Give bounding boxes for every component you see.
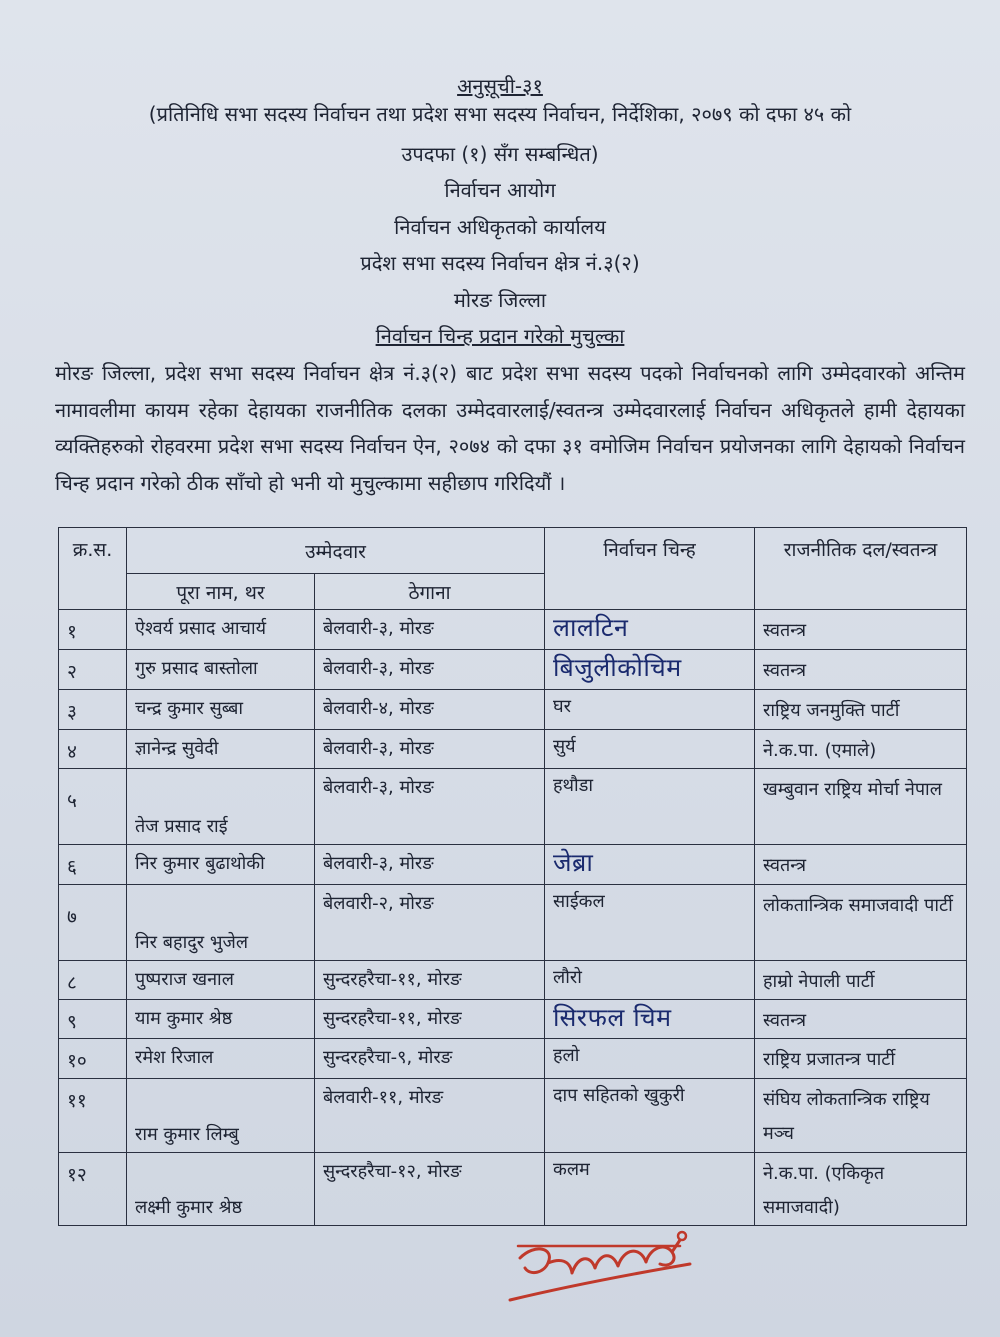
commission-name: निर्वाचन आयोग	[444, 178, 556, 202]
table-row	[59, 1039, 967, 1079]
row-party: राष्ट्रिय प्रजातन्त्र पार्टी	[755, 1039, 967, 1079]
row-party: ने.क.पा. (एमाले)	[755, 730, 967, 769]
row-name: गुरु प्रसाद बास्तोला	[127, 650, 315, 690]
row-sn: ८	[59, 961, 127, 1000]
table-row	[59, 769, 967, 845]
row-party: स्वतन्त्र	[755, 610, 967, 650]
row-name: ज्ञानेन्द्र सुवेदी	[127, 730, 315, 769]
district-name: मोरङ जिल्ला	[453, 288, 547, 312]
reference-line-2: उपदफा (१) सँग सम्बन्धित)	[401, 142, 599, 166]
row-party: स्वतन्त्र	[755, 1000, 967, 1039]
row-party: स्वतन्त्र	[755, 650, 967, 690]
table-row	[59, 845, 967, 885]
row-symbol: लौरो	[545, 961, 755, 1000]
row-party: राष्ट्रिय जनमुक्ति पार्टी	[755, 690, 967, 730]
table-row	[59, 690, 967, 730]
row-sn: ३	[59, 690, 127, 730]
row-symbol-handwritten: लालटिन	[545, 610, 755, 650]
table-row	[59, 610, 967, 650]
row-address: बेलवारी-४, मोरङ	[315, 690, 545, 730]
row-symbol: सुर्य	[545, 730, 755, 769]
table-row	[59, 730, 967, 769]
row-symbol: घर	[545, 690, 755, 730]
reference-line-1: (प्रतिनिधि सभा सदस्य निर्वाचन तथा प्रदेश सभा सदस्य निर्वाचन, निर्देशिका, २०७९ को दफा ४५ को	[148, 102, 852, 126]
table-row	[59, 1079, 967, 1153]
row-name: याम कुमार श्रेष्ठ	[127, 1000, 315, 1039]
row-sn: ५	[59, 769, 127, 845]
row-address: बेलवारी-२, मोरङ	[315, 885, 545, 961]
row-address: बेलवारी-३, मोरङ	[315, 769, 545, 845]
table-row	[59, 961, 967, 1000]
header-sn: क्र.स.	[59, 528, 127, 610]
row-sn: ७	[59, 885, 127, 961]
row-sn: ११	[59, 1079, 127, 1153]
row-name: निर कुमार बुढाथोकी	[127, 845, 315, 885]
row-name: ऐश्वर्य प्रसाद आचार्य	[127, 610, 315, 650]
row-address: सुन्दरहरैचा-१२, मोरङ	[315, 1153, 545, 1226]
row-party: संघिय लोकतान्त्रिक राष्ट्रिय मञ्च	[755, 1079, 967, 1153]
candidate-table	[58, 527, 967, 1226]
row-sn: ४	[59, 730, 127, 769]
row-address: सुन्दरहरैचा-११, मोरङ	[315, 961, 545, 1000]
row-party: खम्बुवान राष्ट्रिय मोर्चा नेपाल	[755, 769, 967, 845]
header-full-name: पूरा नाम, थर	[127, 574, 315, 610]
row-sn: २	[59, 650, 127, 690]
header-candidate: उम्मेदवार	[127, 528, 545, 574]
table-row	[59, 1000, 967, 1039]
row-sn: १	[59, 610, 127, 650]
row-symbol-handwritten: बिजुलीकोचिम	[545, 650, 755, 690]
row-name: लक्ष्मी कुमार श्रेष्ठ	[127, 1153, 315, 1226]
row-address: बेलवारी-३, मोरङ	[315, 845, 545, 885]
row-name: तेज प्रसाद राई	[127, 769, 315, 845]
row-party: लोकतान्त्रिक समाजवादी पार्टी	[755, 885, 967, 961]
row-name: राम कुमार लिम्बु	[127, 1079, 315, 1153]
table-row	[59, 885, 967, 961]
row-symbol: हलो	[545, 1039, 755, 1079]
table-row	[59, 650, 967, 690]
row-symbol-handwritten: जेब्रा	[545, 845, 755, 885]
row-symbol: कलम	[545, 1153, 755, 1226]
row-party: ने.क.पा. (एकिकृत समाजवादी)	[755, 1153, 967, 1226]
header-party: राजनीतिक दल/स्वतन्त्र	[755, 528, 967, 610]
row-sn: १२	[59, 1153, 127, 1226]
row-sn: ९	[59, 1000, 127, 1039]
row-address: बेलवारी-३, मोरङ	[315, 730, 545, 769]
row-party: हाम्रो नेपाली पार्टी	[755, 961, 967, 1000]
row-name: चन्द्र कुमार सुब्बा	[127, 690, 315, 730]
row-address: बेलवारी-३, मोरङ	[315, 610, 545, 650]
row-address: बेलवारी-३, मोरङ	[315, 650, 545, 690]
constituency-name: प्रदेश सभा सदस्य निर्वाचन क्षेत्र नं.३(२)	[360, 251, 640, 275]
row-symbol: साईकल	[545, 885, 755, 961]
document-title: निर्वाचन चिन्ह प्रदान गरेको मुचुल्का	[375, 324, 625, 348]
header-symbol: निर्वाचन चिन्ह	[545, 528, 755, 610]
annex-title: अनुसूची-३१	[457, 74, 543, 98]
row-name: निर बहादुर भुजेल	[127, 885, 315, 961]
row-name: रमेश रिजाल	[127, 1039, 315, 1079]
declaration-paragraph: मोरङ जिल्ला, प्रदेश सभा सदस्य निर्वाचन क्षेत्र नं.३(२) बाट प्रदेश सभा सदस्य पदको निर्वाचनको लागि उम्मेदवारको अन्तिम नामावलीमा कायम रहेका देहायका राजनीतिक दलका उम्मेदवारलाई/स्वतन्त्र उम्मेदवारलाई निर्वाचन अधिकृतले हामी देहायका व्यक्तिहरुको रोहवरमा प्रदेश सभा सदस्य निर्वाचन ऐन, २०७४ को दफा ३१ वमोजिम निर्वाचन प्रयोजनका लागि देहायको निर्वाचन चिन्ह प्रदान गरेको ठीक साँचो हो भनी यो मुचुल्कामा सहीछाप गरिदियौं ।	[55, 361, 965, 495]
signature-image	[500, 1218, 700, 1313]
row-sn: १०	[59, 1039, 127, 1079]
row-symbol: हथौडा	[545, 769, 755, 845]
table-row	[59, 1153, 967, 1226]
office-name: निर्वाचन अधिकृतको कार्यालय	[394, 215, 606, 239]
row-name: पुष्पराज खनाल	[127, 961, 315, 1000]
header-address: ठेगाना	[315, 574, 545, 610]
row-address: सुन्दरहरैचा-११, मोरङ	[315, 1000, 545, 1039]
row-sn: ६	[59, 845, 127, 885]
row-party: स्वतन्त्र	[755, 845, 967, 885]
row-address: सुन्दरहरैचा-९, मोरङ	[315, 1039, 545, 1079]
row-symbol-handwritten: सिरफल चिम	[545, 1000, 755, 1039]
row-symbol: दाप सहितको खुकुरी	[545, 1079, 755, 1153]
row-address: बेलवारी-११, मोरङ	[315, 1079, 545, 1153]
